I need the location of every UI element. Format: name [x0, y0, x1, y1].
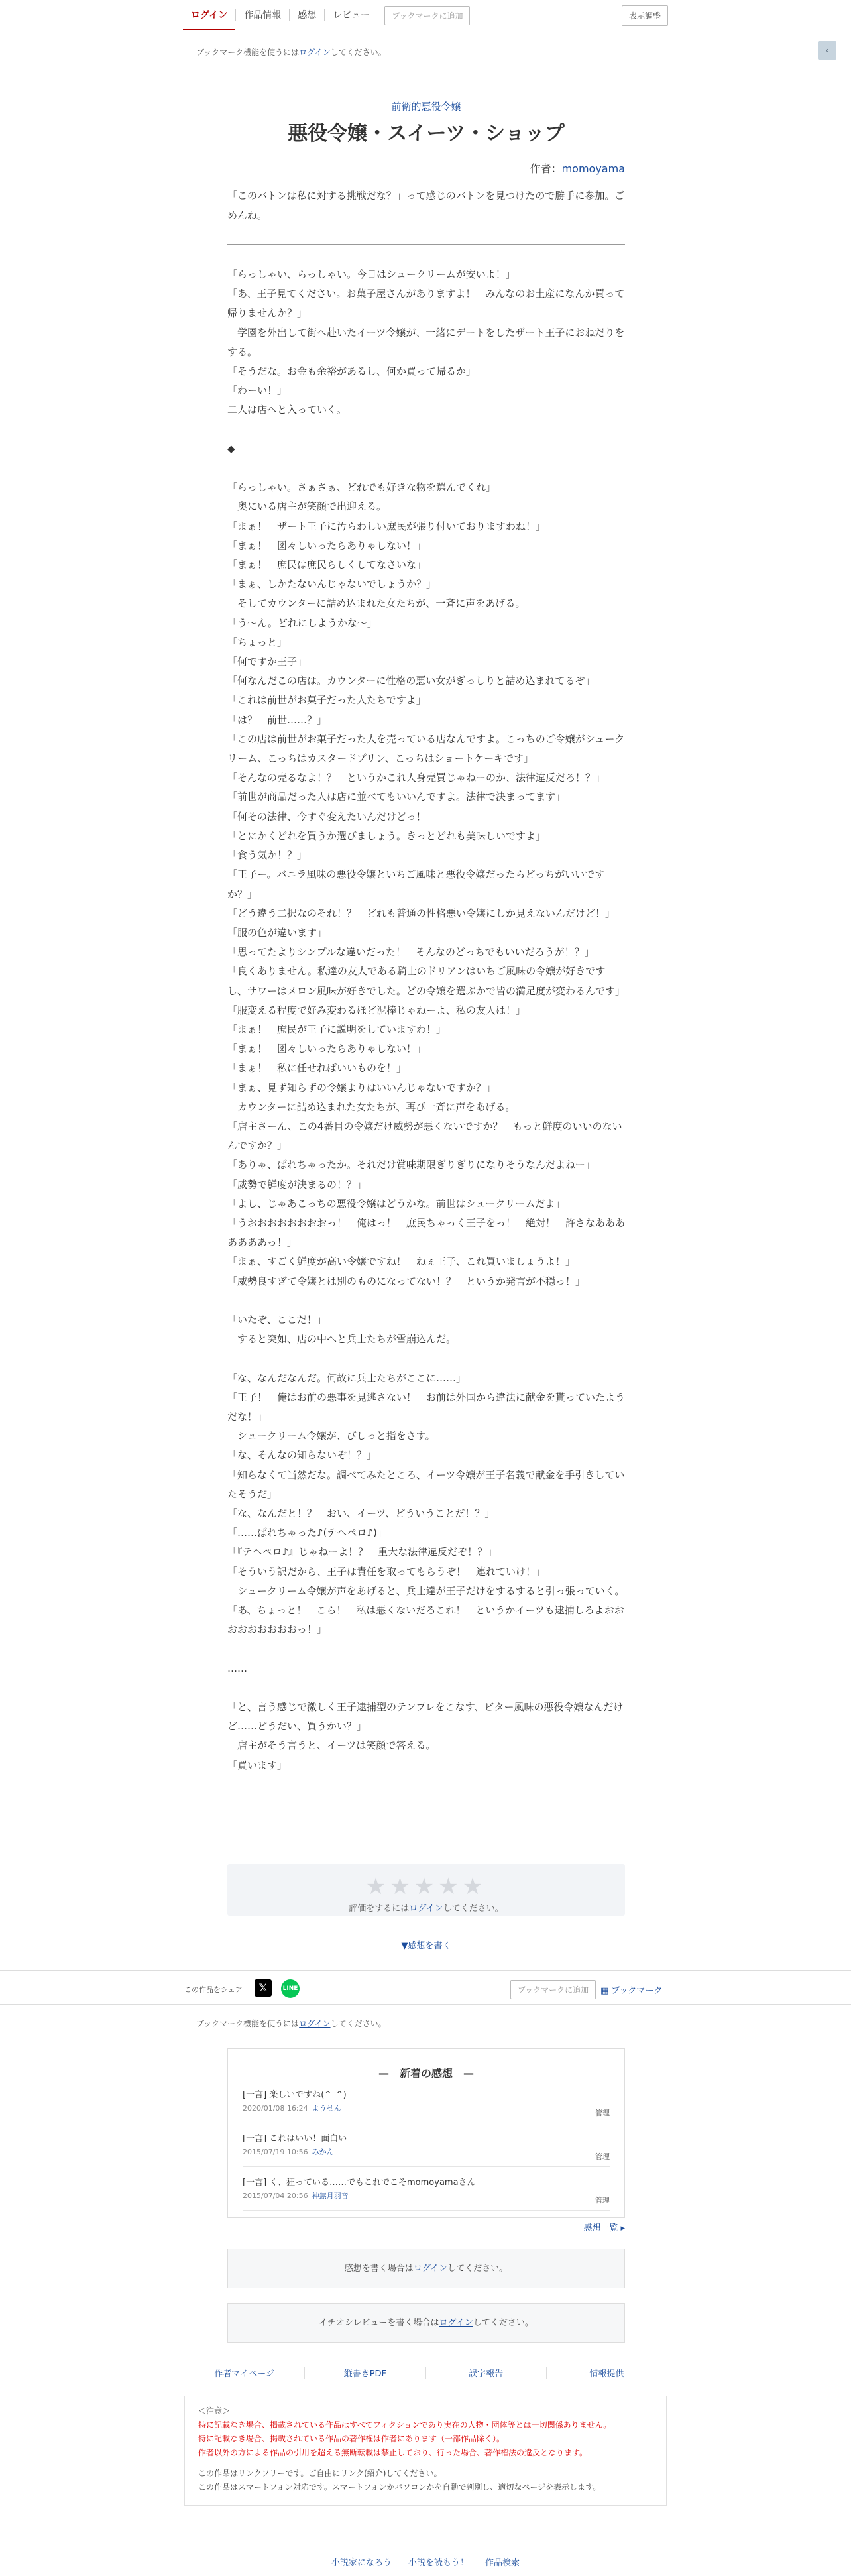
bookmark-add-button-top[interactable]: ブックマークに追加	[384, 6, 470, 25]
bookmark-link-label: ブックマーク	[611, 1986, 663, 1996]
caution-line: この作品はスマートフォン対応です。スマートフォンかパソコンかを自動で判別し、適切なページを表示します。	[198, 2483, 601, 2492]
info-report-link[interactable]: 情報提供	[589, 2369, 624, 2379]
impression-date: 2015/07/04 20:56	[243, 2192, 308, 2200]
impression-date: 2020/01/08 16:24	[243, 2104, 308, 2113]
caution-box	[184, 2396, 667, 2506]
novel-body: 「らっしゃい、らっしゃい。今日はシュークリームが安いよ！」 「あ、王子見てください。お菓子屋さんがありますよ！ みんなのお土産になんか買って帰りませんか？」 学園を外出して街へ赴いたイーツ令嬢が、一緒にデートをしたザート王子におねだりをする。 「そうだな。お金も余裕があるし、何か買って帰るか」 「わーい！」 二人は店へと入っていく。 ◆ 「らっしゃい。さぁさぁ、どれでも好きな物を選んでくれ」 奥にいる店主が笑顔で出迎える。 「まぁ！ ザート王子に汚らわしい庶民が張り付いておりますわね！」 「まぁ！ 図々しいったらありゃしない！」 「まぁ！ 庶民は庶民らしくしてなさいな」 「まぁ、しかたないんじゃないでしょうか？」 そしてカウンターに詰め込まれた女たちが、一斉に声をあげる。 「う～ん。どれにしようかな～」 「ちょっと」 「何ですか王子」 「何なんだこの店は。カウンターに性格の悪い女がぎっしりと詰め込まれてるぞ」 「これは前世がお菓子だった人たちですよ」 「は？ 前世……？」 「この店は前世がお菓子だった人を売っている店なんですよ。こっちのご令嬢がシュークリーム、こっちはカスタードプリン、こっちはショートケーキです」 「そんなの売るなよ！？ というかこれ人身売買じゃねーのか、法律違反だろ！？」 「前世が商品だった人は店に並べてもいいんですよ。法律で決まってます」 「何その法律、今すぐ変えたいんだけどっ！」 「とにかくどれを買うか選びましょう。きっとどれも美味しいですよ」 「食う気か！？」 「王子ー。バニラ風味の悪役令嬢といちご風味と悪役令嬢だったらどっちがいいですか？」 「どう違う二択なのそれ！？ どれも普通の性格悪い令嬢にしか見えないんだけど！」 「服の色が違います」 「思ってたよりシンプルな違いだった！ そんなのどっちでもいいだろうが！？」 「良くありません。私達の友人である騎士のドリアンはいちご風味の令嬢が好きですし、サワーはメロン風味が好きでした。どの令嬢を選ぶかで皆の満足度が変わるんです」 「服変える程度で好み変わるほど泥棒じゃねーよ、私の友人は！」 「まぁ！ 庶民が王子に説明をしていますわ！」 「まぁ！ 図々しいったらありゃしない！」 「まぁ！ 私に任せればいいものを！」 「まぁ、見ず知らずの令嬢よりはいいんじゃないですか？」 カウンターに詰め込まれた女たちが、再び一斉に声をあげる。 「店主さーん、この4番目の令嬢だけ威勢が悪くないですか？ もっと鮮度のいいのないんですか？」 「ありゃ、ばれちゃったか。それだけ賞味期限ぎりぎりになりそうなんだよねー」 「威勢で鮮度が決まるの！？」 「よし、じゃあこっちの悪役令嬢はどうかな。前世はシュークリームだよ」 「うおおおおおおおおっ！ 俺はっ！ 庶民ちゃっく王子をっ！ 絶対！ 許さなあああああああっ！」 「まぁ、すごく鮮度が高い令嬢ですね！ ねぇ王子、これ買いましょうよ！」 「威勢良すぎて令嬢とは別のものになってない！？ というか発言が不穏っ！」 「いたぞ、ここだ！」 すると突如、店の中へと兵士たちが雪崩込んだ。 「な、なんだなんだ。何故に兵士たちがここに……」 「王子！ 俺はお前の悪事を見逃さない！ お前は外国から違法に献金を貰っていたようだな！」 シュークリーム令嬢が、びしっと指をさす。 「な、そんなの知らないぞ！？」 「知らなくて当然だな。調べてみたところ、イーツ令嬢が王子名義で献金を手引きしていたそうだ」 「な、なんだと！？ おい、イーツ、どういうことだ！？」 「……ばれちゃった♪(テヘペロ♪)」 「『テヘペロ♪』じゃねーよ！？ 重大な法律違反だぞ！？」 「そういう訳だから、王子は責任を取ってもらうぞ！ 連れていけ！」 シュークリーム令嬢が声をあげると、兵士達が王子だけをするすると引っ張っていく。 「あ、ちょっと！ こら！ 私は悪くないだろこれ！ というかイーツも逮捕しろよおおおおおおおおおっ！」 …… 「と、言う感じで激しく王子逮捕型のテンプレをこなす、ビター風味の悪役令嬢なんだけど……どうだい、買うかい？」 店主がそう言うと、イーツは笑顔で答える。 「買います」	[227, 268, 626, 1771]
impressions-list-link[interactable]: 感想一覧 ▸	[583, 2223, 625, 2233]
novel-title: 悪役令嬢・スイーツ・ショップ	[288, 122, 565, 145]
x-share-icon[interactable]: 𝕏	[255, 1979, 272, 1997]
notice-text: してください。	[330, 48, 386, 57]
impression-login-link[interactable]: ログイン	[413, 2264, 448, 2274]
login-link[interactable]: ログイン	[299, 48, 331, 57]
author-link[interactable]: momoyama	[561, 162, 625, 175]
latest-impressions-box	[227, 2048, 625, 2218]
yomou-link[interactable]: 小説を読もう！	[400, 2555, 477, 2568]
author-mypage-link[interactable]: 作者マイページ	[184, 2367, 305, 2379]
page-nav-button[interactable]: ‹	[818, 41, 836, 60]
rating-login-note	[227, 1901, 625, 1914]
preface: 「このバトンは私に対する挑戦だな？」って感じのバトンを見つけたので勝手に参加。ごめんね。	[227, 190, 625, 221]
top-nav-bar	[0, 0, 851, 30]
bookmark-login-notice-bottom	[196, 2018, 386, 2029]
rating-stars: ★★★★★	[365, 1873, 487, 1900]
series-title[interactable]	[227, 99, 625, 113]
author-line	[227, 160, 625, 176]
rating-note-text: 評価をするには	[349, 1904, 410, 1914]
bottom-nav	[0, 2547, 851, 2576]
rating-note-text: してください。	[443, 1904, 504, 1914]
notice-text: ブックマーク機能を使うには	[196, 48, 300, 57]
login-box-text: 感想を書く場合は	[344, 2264, 414, 2274]
caution-line: 特に記載なき場合、掲載されている作品の著作権は作者にあります（一部作品除く）。	[198, 2434, 505, 2443]
bookmark-icon: ▦	[600, 1986, 612, 1996]
impression-admin-link[interactable]: 管理	[591, 2151, 610, 2162]
login-box-text: してください。	[447, 2264, 508, 2274]
impression-text: [一言] これはいい！面白い	[243, 2134, 347, 2144]
impression-meta	[243, 2190, 610, 2201]
preface-divider	[227, 244, 625, 245]
site-home-link[interactable]: 小説家になろう	[323, 2555, 400, 2568]
author-label: 作者：	[530, 162, 562, 175]
impression-text: [一言] く、狂っている……でもこれでこそmomoyamaさん	[243, 2178, 476, 2188]
impression-login-box	[227, 2249, 625, 2288]
caution-line: 特に記載なき場合、掲載されている作品はすべてフィクションであり実在の人物・団体等とは一切関係ありません。	[198, 2420, 612, 2430]
vertical-pdf-link[interactable]: 縦書きPDF	[305, 2367, 426, 2379]
tab-login[interactable]: ログイン	[183, 0, 235, 30]
typo-report-link[interactable]: 誤字報告	[426, 2367, 547, 2379]
impression-meta	[243, 2103, 610, 2113]
impression-item	[243, 2175, 610, 2211]
bookmark-login-notice	[196, 46, 386, 58]
impression-admin-link[interactable]: 管理	[591, 2107, 610, 2118]
impression-user-link[interactable]: 神無月羽音	[312, 2192, 349, 2200]
impression-user-link[interactable]: みかん	[312, 2148, 334, 2156]
search-link[interactable]: 作品検索	[485, 2558, 520, 2568]
login-box-text: してください。	[473, 2318, 534, 2328]
bookmark-add-button[interactable]: ブックマークに追加	[510, 1980, 596, 1999]
impression-item	[243, 2087, 610, 2123]
notice-text: してください。	[330, 2019, 386, 2028]
impression-date: 2015/07/19 10:56	[243, 2148, 308, 2156]
impressions-title: — 新着の感想 —	[378, 2067, 474, 2079]
impression-text: [一言] 楽しいですね(^_^)	[243, 2090, 347, 2100]
rating-login-link[interactable]: ログイン	[409, 1904, 443, 1914]
tab-reviews[interactable]: レビュー	[333, 10, 370, 21]
caution-line: この作品はリンクフリーです。ご自由にリンク(紹介)してください。	[198, 2469, 442, 2478]
impression-admin-link[interactable]: 管理	[591, 2195, 610, 2205]
notice-text: ブックマーク機能を使うには	[196, 2019, 300, 2028]
display-settings-button[interactable]: 表示調整	[622, 5, 668, 26]
share-label: この作品をシェア	[184, 1985, 243, 1994]
bookmark-link[interactable]	[600, 1983, 663, 1996]
impression-item	[243, 2131, 610, 2167]
write-impression-toggle[interactable]: ▼感想を書く	[401, 1941, 451, 1951]
login-link[interactable]: ログイン	[299, 2019, 331, 2028]
impression-user-link[interactable]: ようせん	[312, 2104, 341, 2113]
footer-links	[184, 2359, 667, 2386]
tab-impressions[interactable]: 感想	[298, 10, 317, 21]
login-box-text: イチオシレビューを書く場合は	[319, 2318, 439, 2328]
rating-box	[227, 1864, 625, 1916]
series-link[interactable]: 前衛的悪役令嬢	[391, 101, 461, 113]
caution-heading: ＜注意＞	[198, 2406, 231, 2416]
share-bar	[0, 1970, 851, 2005]
review-login-link[interactable]: ログイン	[439, 2318, 473, 2328]
impression-meta	[243, 2146, 610, 2157]
line-share-icon[interactable]: LINE	[281, 1979, 300, 1998]
review-login-box	[227, 2303, 625, 2343]
caution-line: 作者以外の方による作品の引用を超える無断転載は禁止しており、行った場合、著作権法の違反となります。	[198, 2448, 588, 2457]
tab-novel-info[interactable]: 作品情報	[244, 10, 282, 21]
